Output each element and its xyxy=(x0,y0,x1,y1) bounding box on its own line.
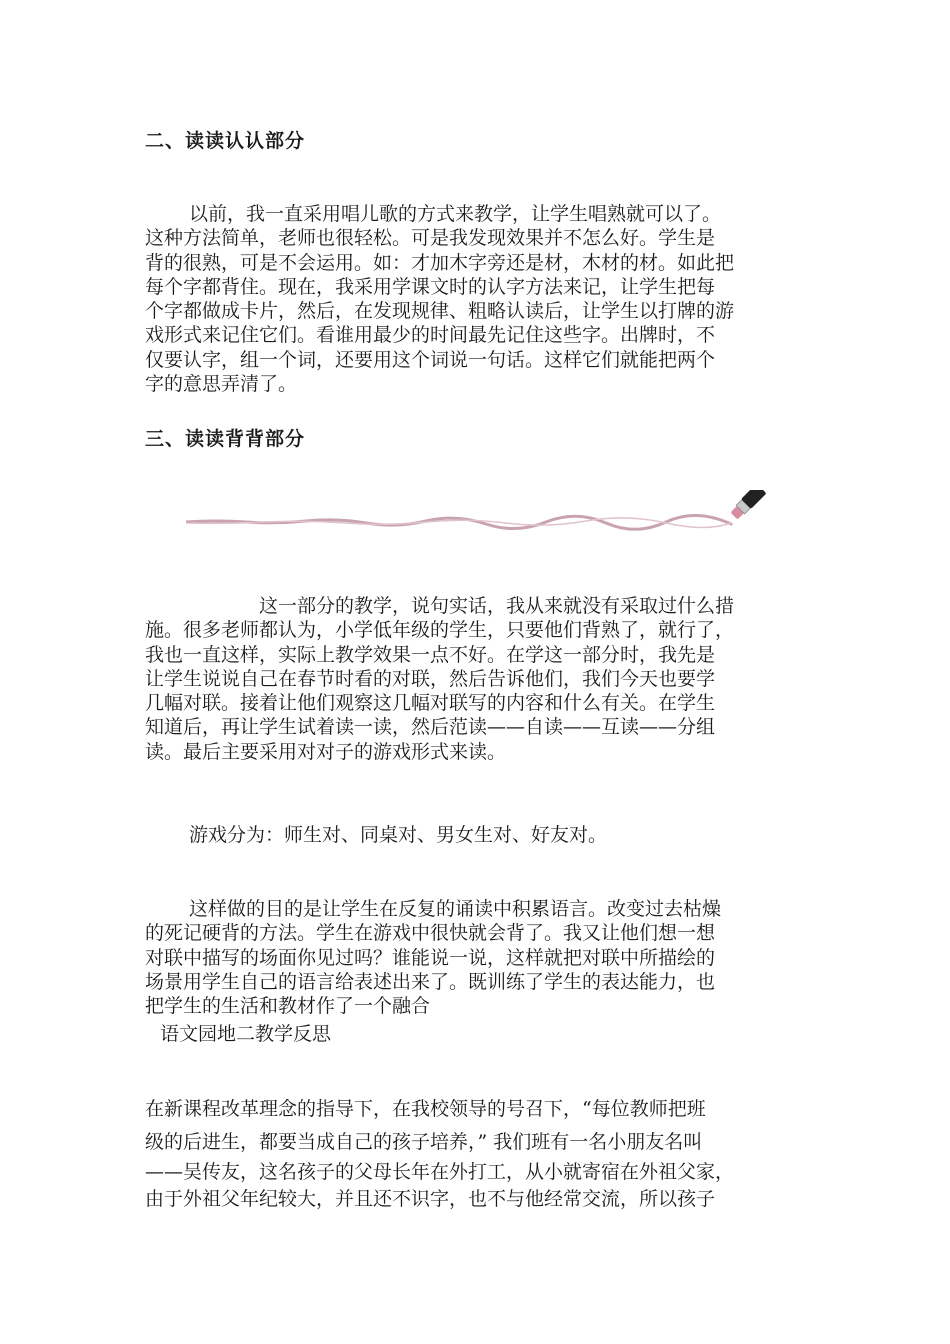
text-line: 施。很多老师都认为，小学低年级的学生，只要他们背熟了，就行了， xyxy=(145,619,735,642)
purpose-paragraph xyxy=(145,897,817,1018)
text-line: 这样做的目的是让学生在反复的诵读中积累语言。改变过去枯燥 xyxy=(189,898,722,920)
section-2-paragraph xyxy=(145,202,817,396)
games-line: 游戏分为：师生对、同桌对、男女生对、好友对。 xyxy=(189,824,608,846)
lipstick-icon xyxy=(729,490,766,521)
lipstick-line-icon xyxy=(186,490,766,540)
text-line: 在新课程改革理念的指导下，在我校领导的号召下，“每位教师把班 xyxy=(145,1098,706,1120)
reflection-paragraph xyxy=(145,1093,817,1213)
text-line: 字的意思弄清了。 xyxy=(145,373,298,396)
reflection-title: 语文园地二教学反思 xyxy=(160,1023,332,1045)
text-line: 个字都做成卡片，然后，在发现规律、粗略认读后，让学生以打牌的游 xyxy=(145,300,735,323)
text-line: 几幅对联。接着让他们观察这几幅对联写的内容和什么有关。在学生 xyxy=(145,692,716,715)
text-line: 由于外祖父年纪较大，并且还不识字，也不与他经常交流，所以孩子 xyxy=(145,1188,716,1210)
text-line: 戏形式来记住它们。看谁用最少的时间最先记住这些字。出牌时，不 xyxy=(145,324,716,347)
text-line: ——吴传友，这名孩子的父母长年在外打工，从小就寄宿在外祖父家， xyxy=(145,1161,735,1183)
text-line: 我也一直这样，实际上教学效果一点不好。在学这一部分时，我先是 xyxy=(145,643,716,666)
section-3-title: 三、读读背背部分 xyxy=(145,428,306,450)
section-3-paragraph xyxy=(145,594,817,764)
text-line: 的死记硬背的方法。学生在游戏中很快就会背了。我又让他们想一想 xyxy=(145,922,716,945)
text-line: 背的很熟，可是不会运用。如：才加木字旁还是材，木材的材。如此把 xyxy=(145,251,735,274)
text-line: 对联中描写的场面你见过吗？谁能说一说，这样就把对联中所描绘的 xyxy=(145,946,716,969)
text-line: 级的后进生，都要当成自己的孩子培养，” 我们班有一名小朋友名叫 xyxy=(145,1131,703,1153)
section-2-title: 二、读读认认部分 xyxy=(145,130,306,152)
text-line: 知道后，再让学生试着读一读，然后范读——自读——互读——分组 xyxy=(145,716,716,739)
text-line: 仅要认字，组一个词，还要用这个词说一句话。这样它们就能把两个 xyxy=(145,348,716,371)
text-line: 把学生的生活和教材作了一个融合 xyxy=(145,995,431,1018)
text-line: 每个字都背住。现在，我采用学课文时的认字方法来记，让学生把每 xyxy=(145,275,716,298)
text-line: 这种方法简单，老师也很轻松。可是我发现效果并不怎么好。学生是 xyxy=(145,227,716,250)
text-line: 以前，我一直采用唱儿歌的方式来教学，让学生唱熟就可以了。 xyxy=(189,203,722,225)
text-line: 场景用学生自己的语言给表述出来了。既训练了学生的表达能力，也 xyxy=(145,970,716,993)
text-line: 这一部分的教学，说句实话，我从来就没有采取过什么措 xyxy=(259,595,735,617)
text-line: 读。最后主要采用对对子的游戏形式来读。 xyxy=(145,740,507,763)
text-line: 让学生说说自己在春节时看的对联，然后告诉他们，我们今天也要学 xyxy=(145,667,716,690)
